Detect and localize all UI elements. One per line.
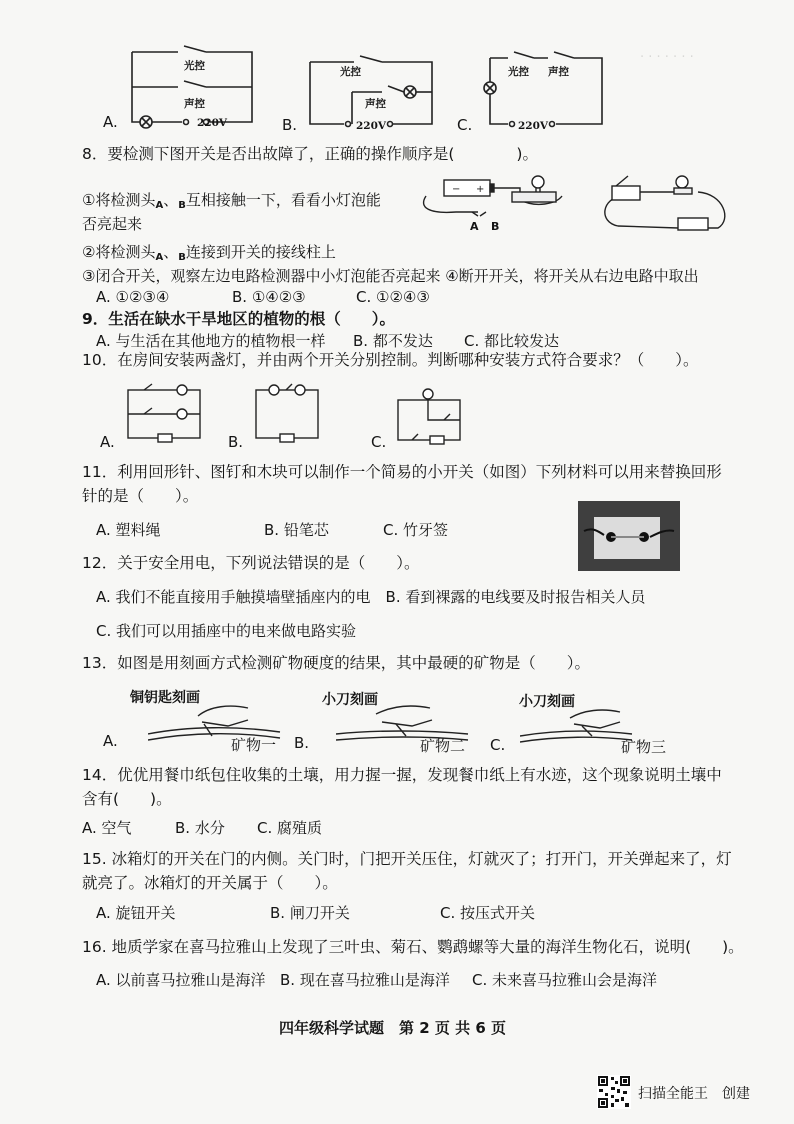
q13-stem: 13．如图是用刻画方式检测矿物硬度的结果，其中最硬的矿物是（ ）。 <box>82 654 590 672</box>
q11-option-a[interactable]: A. 塑料绳 <box>96 521 161 539</box>
scanner-watermark: 扫描全能王 创建 <box>638 1086 750 1102</box>
q7-option-b[interactable]: B. <box>282 116 298 134</box>
q13-mineral-1: 矿物一 <box>231 736 277 754</box>
q16-stem: 16. 地质学家在喜马拉雅山上发现了三叶虫、菊石、鹦鹉螺等大量的海洋生物化石，说明( )。 <box>82 938 744 956</box>
qr-code-icon[interactable] <box>597 1075 631 1109</box>
q7-option-a[interactable]: A. <box>103 113 118 131</box>
q10-option-c[interactable]: C. <box>371 433 387 451</box>
q7-b-light-label: 光控 <box>340 66 361 78</box>
q8-probe-a-label: A <box>470 220 479 233</box>
q10-option-b[interactable]: B. <box>228 433 244 451</box>
q8-step-1: ①将检测头$_A$、$_B$互相接触一下，看看小灯泡能 <box>82 191 381 211</box>
q7-option-c[interactable]: C. <box>457 116 473 134</box>
q12-options-a-b[interactable]: A. 我们不能直接用手触摸墙壁插座内的电 B. 看到裸露的电线要及时报告相关人员 <box>96 588 646 606</box>
q16-option-c[interactable]: C. 未来喜马拉雅山会是海洋 <box>472 971 658 989</box>
q7-b-sound-label: 声控 <box>365 98 386 110</box>
q7-b-voltage-label: 220V <box>356 120 387 132</box>
q7-c-voltage-label: 220V <box>518 120 549 132</box>
q13-option-a[interactable]: A. <box>103 732 118 750</box>
q13-scratch-c-diagram <box>520 706 634 750</box>
svg-text:+: + <box>476 184 485 195</box>
q14-stem-line1: 14．优优用餐巾纸包住收集的土壤，用力握一握，发现餐巾纸上有水迹，这个现象说明土壤中 <box>82 766 722 784</box>
q8-step-1-cont: 否亮起来 <box>82 215 143 233</box>
q9-option-b[interactable]: B. 都不发达 <box>353 332 433 350</box>
q15-option-b[interactable]: B. 闸刀开关 <box>270 904 350 922</box>
q12-stem: 12．关于安全用电，下列说法错误的是（ ）。 <box>82 554 420 572</box>
q9-option-a[interactable]: A. 与生活在其他地方的植物根一样 <box>96 332 326 350</box>
q15-option-c[interactable]: C. 按压式开关 <box>440 904 536 922</box>
q9-option-c[interactable]: C. 都比较发达 <box>464 332 560 350</box>
q15-stem-line2: 就亮了。冰箱灯的开关属于（ ）。 <box>82 874 338 892</box>
svg-text:−: − <box>452 184 461 195</box>
q14-stem-line2: 含有( )。 <box>82 790 172 808</box>
q13-tool-a: 铜钥匙刻画 <box>130 690 200 706</box>
q7-c-sound-label: 声控 <box>548 66 569 78</box>
q16-option-a[interactable]: A. 以前喜马拉雅山是海洋 <box>96 971 266 989</box>
q13-option-c[interactable]: C. <box>490 736 506 754</box>
q13-mineral-2: 矿物二 <box>420 737 466 755</box>
q8-stem: 8．要检测下图开关是否出故障了，正确的操作顺序是( )。 <box>82 145 538 163</box>
q15-stem-line1: 15. 冰箱灯的开关在门的内侧。关门时，门把开关压住，灯就灭了；打开门，开关弹起来了，灯 <box>82 850 732 868</box>
q8-step-2: ②将检测头$_A$、$_B$连接到开关的接线柱上 <box>82 243 336 263</box>
q10-circuit-c-diagram <box>392 384 466 446</box>
q8-option-c[interactable]: C. ①②④③ <box>356 288 430 306</box>
q13-tool-c: 小刀刻画 <box>519 694 575 710</box>
q7-circuit-c-diagram <box>480 44 620 132</box>
q8-steps-3-4: ③闭合开关，观察左边电路检测器中小灯泡能否亮起来 ④断开开关，将开关从右边电路中取出 <box>82 267 699 285</box>
q7-a-sound-label: 声控 <box>184 98 205 110</box>
q11-stem-line2: 针的是（ ）。 <box>82 487 199 505</box>
q8-probe-b-label: B <box>491 220 500 233</box>
q8-option-a[interactable]: A. ①②③④ <box>96 288 170 306</box>
q16-option-b[interactable]: B. 现在喜马拉雅山是海洋 <box>280 971 450 989</box>
q15-option-a[interactable]: A. 旋钮开关 <box>96 904 176 922</box>
q8-switch-circuit-diagram <box>598 170 734 236</box>
q7-a-light-label: 光控 <box>184 60 205 72</box>
q13-option-b[interactable]: B. <box>294 734 310 752</box>
q7-a-voltage-label: 220V <box>197 117 228 129</box>
q11-option-b[interactable]: B. 铅笔芯 <box>264 521 329 539</box>
bleed-through-text: · · · · · · · <box>640 50 694 65</box>
q9-stem: 9．生活在缺水干旱地区的植物的根（ ）。 <box>82 310 396 328</box>
q10-circuit-a-diagram <box>122 382 206 446</box>
q11-stem-line1: 11．利用回形针、图钉和木块可以制作一个简易的小开关（如图）下列材料可以用来替换回形 <box>82 463 722 481</box>
page-footer: 四年级科学试题 第 2 页 共 6 页 <box>279 1019 506 1037</box>
q14-option-a[interactable]: A. 空气 <box>82 819 132 837</box>
q14-option-b[interactable]: B. 水分 <box>175 819 225 837</box>
q10-stem: 10．在房间安装两盏灯，并由两个开关分别控制。判断哪种安装方式符合要求？（ ）。 <box>82 351 699 369</box>
q13-tool-b: 小刀刻画 <box>322 692 378 708</box>
q12-option-c[interactable]: C. 我们可以用插座中的电来做电路实验 <box>96 622 357 640</box>
q13-mineral-3: 矿物三 <box>621 738 667 756</box>
q7-c-light-label: 光控 <box>508 66 529 78</box>
q11-switch-photo <box>578 501 680 571</box>
q14-option-c[interactable]: C. 腐殖质 <box>257 819 323 837</box>
q10-circuit-b-diagram <box>250 380 324 446</box>
q8-option-b[interactable]: B. ①④②③ <box>232 288 306 306</box>
q10-option-a[interactable]: A. <box>100 433 115 451</box>
q11-option-c[interactable]: C. 竹牙签 <box>383 521 449 539</box>
